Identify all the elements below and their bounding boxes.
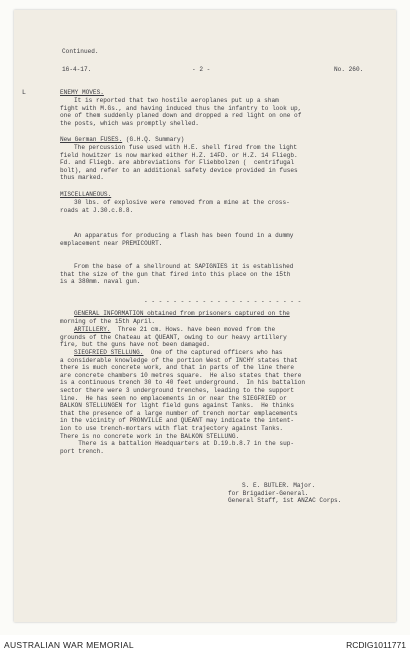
text-line: one of them suddenly planed down and dropped a red light on one of <box>60 112 302 120</box>
document-sheet <box>14 10 396 622</box>
text-line: in the vicinity of PRONVILLE and QUEANT may indicate the intent- <box>60 417 295 425</box>
text-line: It is reported that two hostile aeroplanes put up a sham <box>74 97 279 104</box>
text-line: sector there were 3 underground trenches, leading to the support <box>60 386 295 394</box>
text-line: grounds of the Chateau at QUEANT, owing to our heavy artillery <box>60 333 287 341</box>
text-line: morning of the 15th April. <box>60 317 156 325</box>
text-line: ARTILLERY. Three 21 cm. Hows. have been moved from the <box>74 326 276 333</box>
text-line: Fd. and Fliegb. are abbreviations for Fliebbolzen ( centrifugal <box>60 159 295 167</box>
shellround-text <box>60 263 294 286</box>
archive-footer <box>0 637 410 653</box>
text-line: fire, but the guns have not been damaged. <box>60 341 210 349</box>
text-line: From the base of a shellround at SAPIGNIES it is established <box>74 263 294 270</box>
text-line: that the size of the gun that fired into this place on the 15th <box>60 270 291 278</box>
document-date: 16-4-17. <box>62 66 92 73</box>
text-line: there is much concrete work, and that in parts of the line there <box>60 364 295 372</box>
document-body <box>14 10 396 622</box>
german-fuses-text <box>60 144 298 182</box>
text-line: the posts, which was promptly shelled. <box>60 119 199 127</box>
continued-label: Continued. <box>62 48 99 55</box>
text-line: is a continuous trench 30 to 40 feet underground. In his battalion <box>60 379 306 387</box>
general-information-text <box>60 310 290 325</box>
text-line: thus marked. <box>60 174 104 182</box>
text-line: The percussion fuse used with H.E. shell fired from the light <box>74 144 298 151</box>
siegfried-heading: SIEGFRIED STELLUNG. <box>74 349 144 356</box>
text-line: line. He has seen no emplacements in or near the SIEGFRIED or <box>60 394 287 402</box>
text-line: There is a battalion Headquarters at D.19.b.8.7 in the sup- <box>60 440 295 448</box>
text-line: BALKON STELLUNGEN for light field guns against Tanks. He thinks <box>60 402 295 410</box>
text-line: fight with M.Gs., and having induced thus the infantry to look up, <box>60 104 302 112</box>
text-line: SIEGFRIED STELLUNG. One of the captured officers who has <box>74 349 283 356</box>
signature-staff: General Staff, 1st ANZAC Corps. <box>228 497 342 505</box>
text-line: a considerable knowledge of the portion West of INCHY states that <box>60 356 298 364</box>
footer-record-id: RCDIG1011771 <box>346 640 406 650</box>
signature-name: S. E. BUTLER. Major. <box>242 482 316 489</box>
signature-for: for Brigadier-General. <box>228 489 309 497</box>
artillery-text <box>60 326 287 349</box>
document-number: No. 260. <box>334 66 364 73</box>
margin-mark: L <box>22 89 26 96</box>
text-line: There is no concrete work in the BALKON STELLUNG. <box>60 432 240 440</box>
text-line: GENERAL INFORMATION obtained from prisoners captured on the <box>74 310 290 317</box>
siegfried-text <box>60 349 306 455</box>
text-line: that the presence of a large number of trench mortar emplacements <box>60 409 298 417</box>
artillery-heading: ARTILLERY. <box>74 326 111 333</box>
text-line: field howitzer is now marked either H.Z. 14FD. or H.Z. 14 Fliegb. <box>60 151 298 159</box>
flash-apparatus-text <box>60 232 294 247</box>
text-line: 30 lbs. of explosive were removed from a mine at the cross- <box>74 199 290 206</box>
section-divider: - - - - - - - - - - - - - - - - - - - - - - <box>144 298 302 305</box>
text-line: bolt), and refer to an additional safety device provided in fuses <box>60 166 298 174</box>
section-heading-german-fuses: New German FUSES. (G.H.Q. Summary) <box>60 136 185 143</box>
text-line: ion to use trench-mortars with flat trajectory against Tanks. <box>60 424 284 432</box>
footer-institution: AUSTRALIAN WAR MEMORIAL <box>4 640 134 650</box>
section-heading-enemy-moves: ENEMY MOVES. <box>60 89 104 96</box>
miscellaneous-text <box>60 199 290 214</box>
text-line: is a 380mm. naval gun. <box>60 278 141 286</box>
text-line: roads at J.30.c.8.8. <box>60 206 134 214</box>
section-heading-miscellaneous: MISCELLANEOUS. <box>60 191 112 198</box>
page-number: - 2 - <box>192 66 211 73</box>
text-line: are concrete chambers 10 metres square. He also states that there <box>60 371 302 379</box>
text-line: emplacement near PREMICOURT. <box>60 239 163 247</box>
signature-block <box>228 482 341 505</box>
text-line: port trench. <box>60 447 104 455</box>
enemy-moves-text <box>60 97 302 127</box>
text-line: An apparatus for producing a flash has been found in a dummy <box>74 232 294 239</box>
